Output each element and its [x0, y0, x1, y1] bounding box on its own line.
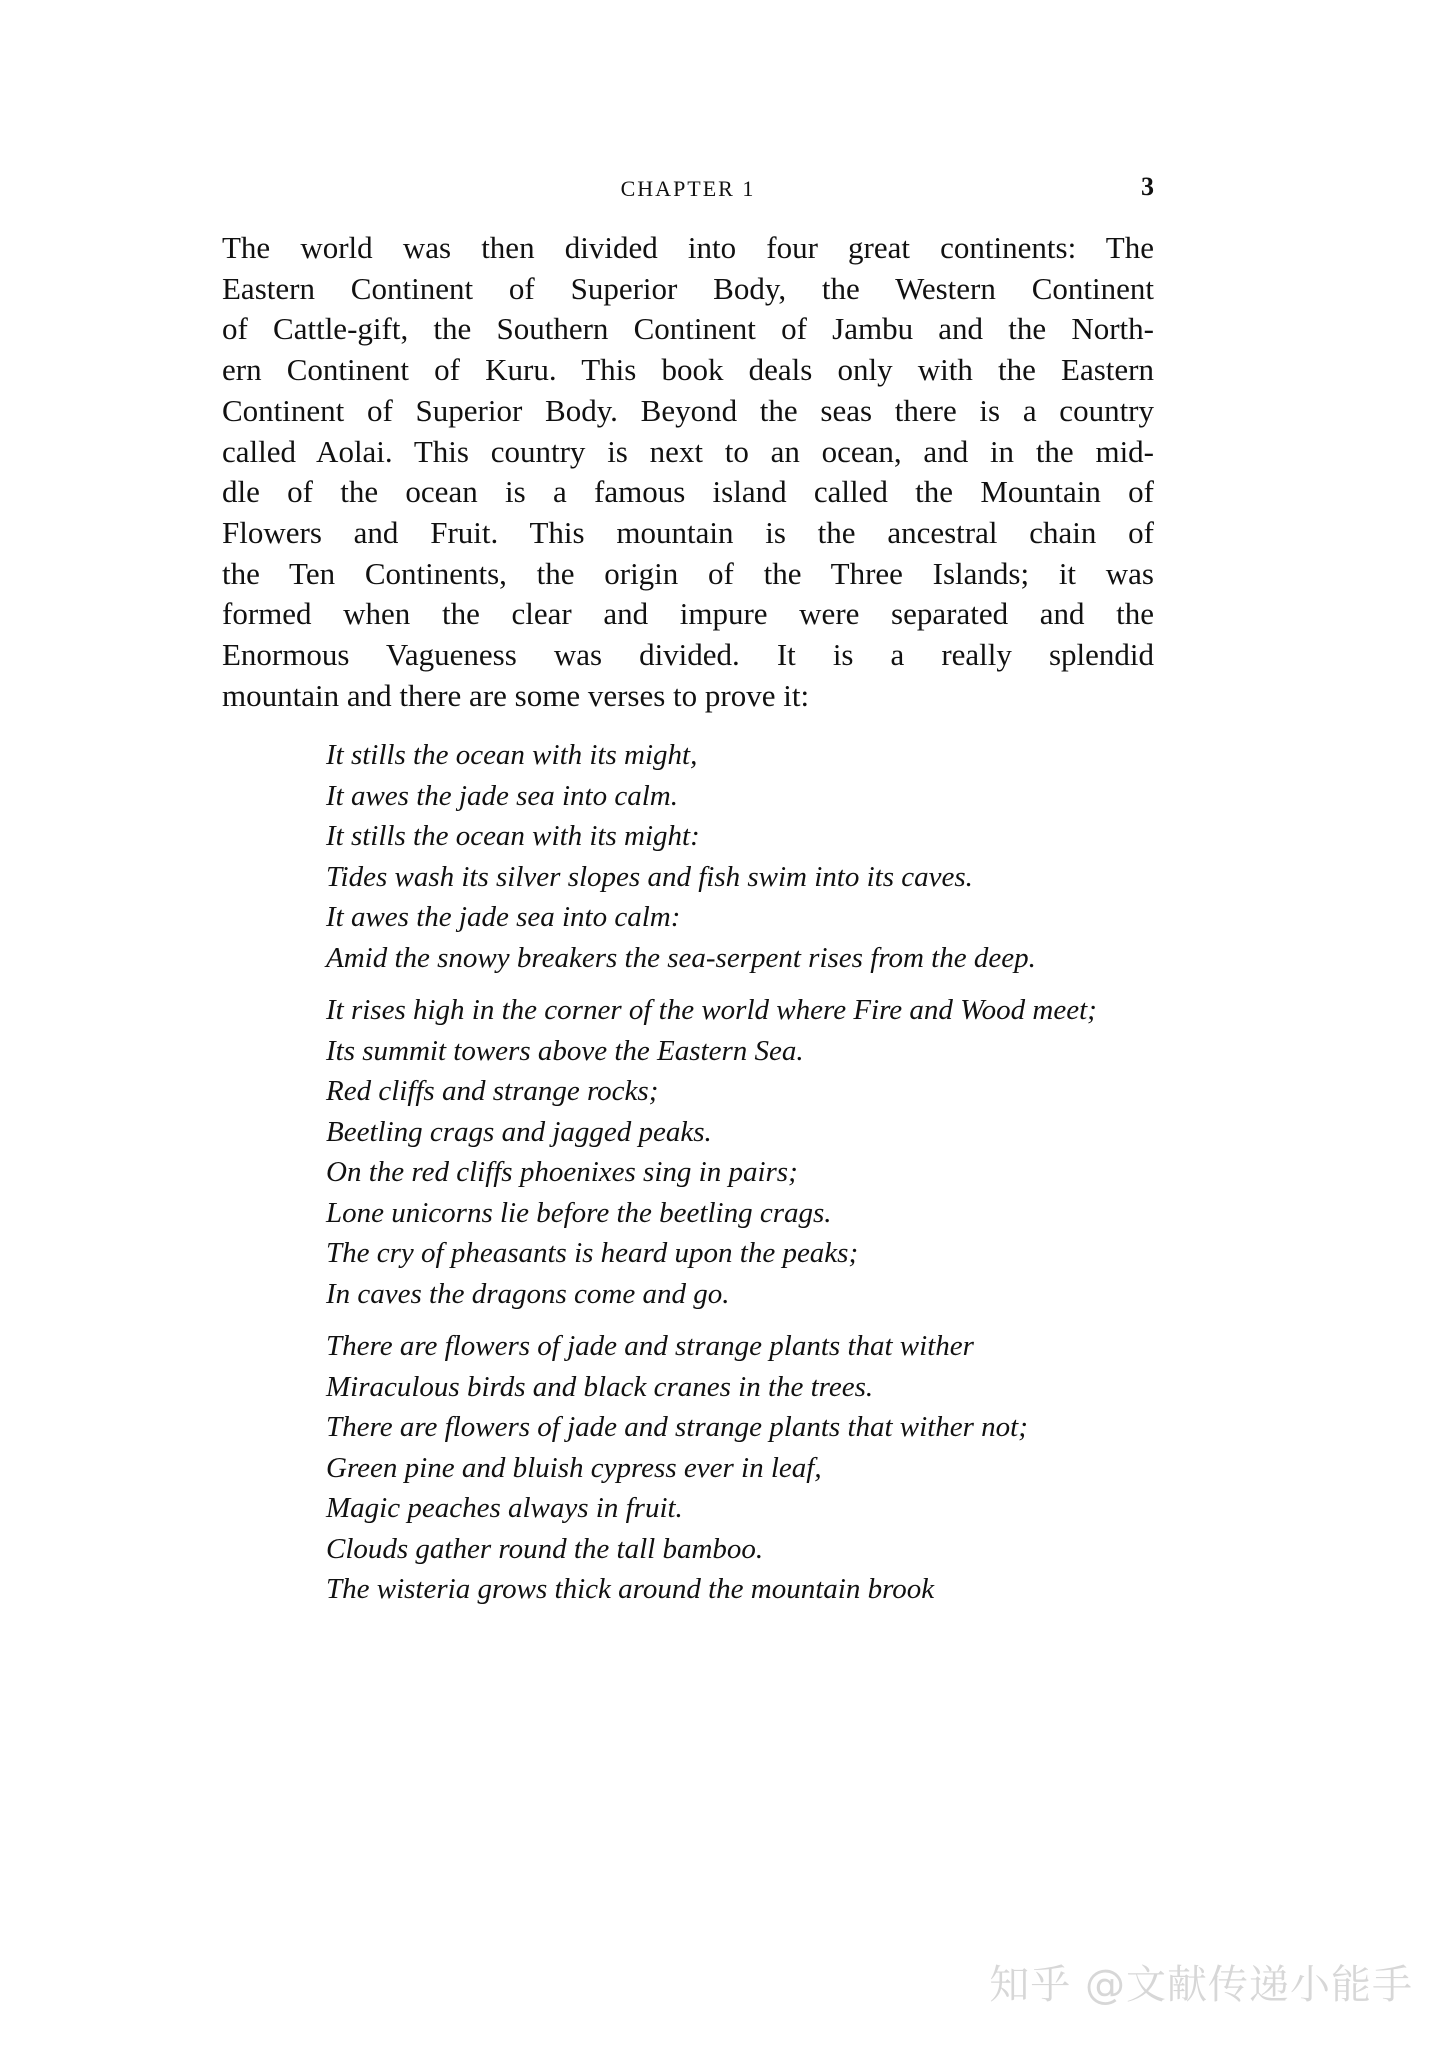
- running-head: [222, 172, 1154, 212]
- poem-line: Lone unicorns lie before the beetling crags.: [326, 1196, 832, 1229]
- prose-line: Flowers and Fruit. This mountain is the ancestral chain of: [222, 514, 1154, 550]
- prose-line: the Ten Continents, the origin of the Three Islands; it was: [222, 555, 1154, 591]
- poem-line: It awes the jade sea into calm:: [326, 901, 681, 933]
- prose-line: ern Continent of Kuru. This book deals only with the Eastern: [222, 352, 1154, 388]
- prose-line: mountain and there are some verses to prove it:: [222, 677, 810, 713]
- poem: [326, 735, 1156, 1622]
- prose-line: called Aolai. This country is next to an ocean, and in the mid-: [222, 433, 1154, 469]
- prose-line: formed when the clear and impure were separated and the: [222, 596, 1154, 632]
- page-number: 3: [1141, 172, 1154, 201]
- poem-line: The wisteria grows thick around the mountain brook: [326, 1573, 935, 1605]
- prose-line: Eastern Continent of Superior Body, the Western Continent: [222, 270, 1154, 306]
- prose-line: Enormous Vagueness was divided. It is a really splendid: [222, 637, 1154, 673]
- poem-line: The cry of pheasants is heard upon the peaks;: [326, 1237, 859, 1269]
- prose-line: of Cattle-gift, the Southern Continent of Jambu and the North-: [222, 311, 1154, 347]
- prose-line: Continent of Superior Body. Beyond the seas there is a country: [222, 392, 1154, 428]
- poem-line: Miraculous birds and black cranes in the trees.: [326, 1370, 874, 1403]
- poem-line: Tides wash its silver slopes and fish swim into its caves.: [326, 860, 973, 893]
- poem-line: It stills the ocean with its might:: [326, 820, 700, 852]
- chapter-title: CHAPTER 1: [620, 176, 756, 201]
- poem-line: It awes the jade sea into calm.: [326, 779, 678, 812]
- poem-line: Red cliffs and strange rocks;: [326, 1075, 659, 1107]
- poem-line: Magic peaches always in fruit.: [326, 1492, 683, 1524]
- poem-line: It stills the ocean with its might,: [326, 739, 698, 771]
- poem-line: Beetling crags and jagged peaks.: [326, 1115, 712, 1148]
- poem-line: Clouds gather round the tall bamboo.: [326, 1532, 764, 1565]
- poem-line: Green pine and bluish cypress ever in leaf,: [326, 1451, 822, 1484]
- poem-stanza: [326, 1326, 1156, 1610]
- prose-line: The world was then divided into four great continents: The: [222, 230, 1154, 265]
- poem-line: There are flowers of jade and strange plants that wither not;: [326, 1411, 1028, 1443]
- poem-line: It rises high in the corner of the world where Fire and Wood meet;: [326, 994, 1097, 1026]
- poem-line: There are flowers of jade and strange plants that wither: [326, 1330, 974, 1362]
- poem-stanza: [326, 990, 1156, 1314]
- poem-stanza: [326, 735, 1156, 978]
- poem-line: Its summit towers above the Eastern Sea.: [326, 1034, 804, 1067]
- poem-line: Amid the snowy breakers the sea-serpent rises from the deep.: [326, 941, 1036, 974]
- poem-line: In caves the dragons come and go.: [326, 1277, 730, 1310]
- poem-line: On the red cliffs phoenixes sing in pairs;: [326, 1156, 798, 1188]
- prose-paragraph: [222, 228, 1154, 716]
- prose-line: dle of the ocean is a famous island called the Mountain of: [222, 474, 1154, 510]
- watermark: 知乎 @文献传递小能手: [989, 1962, 1413, 2008]
